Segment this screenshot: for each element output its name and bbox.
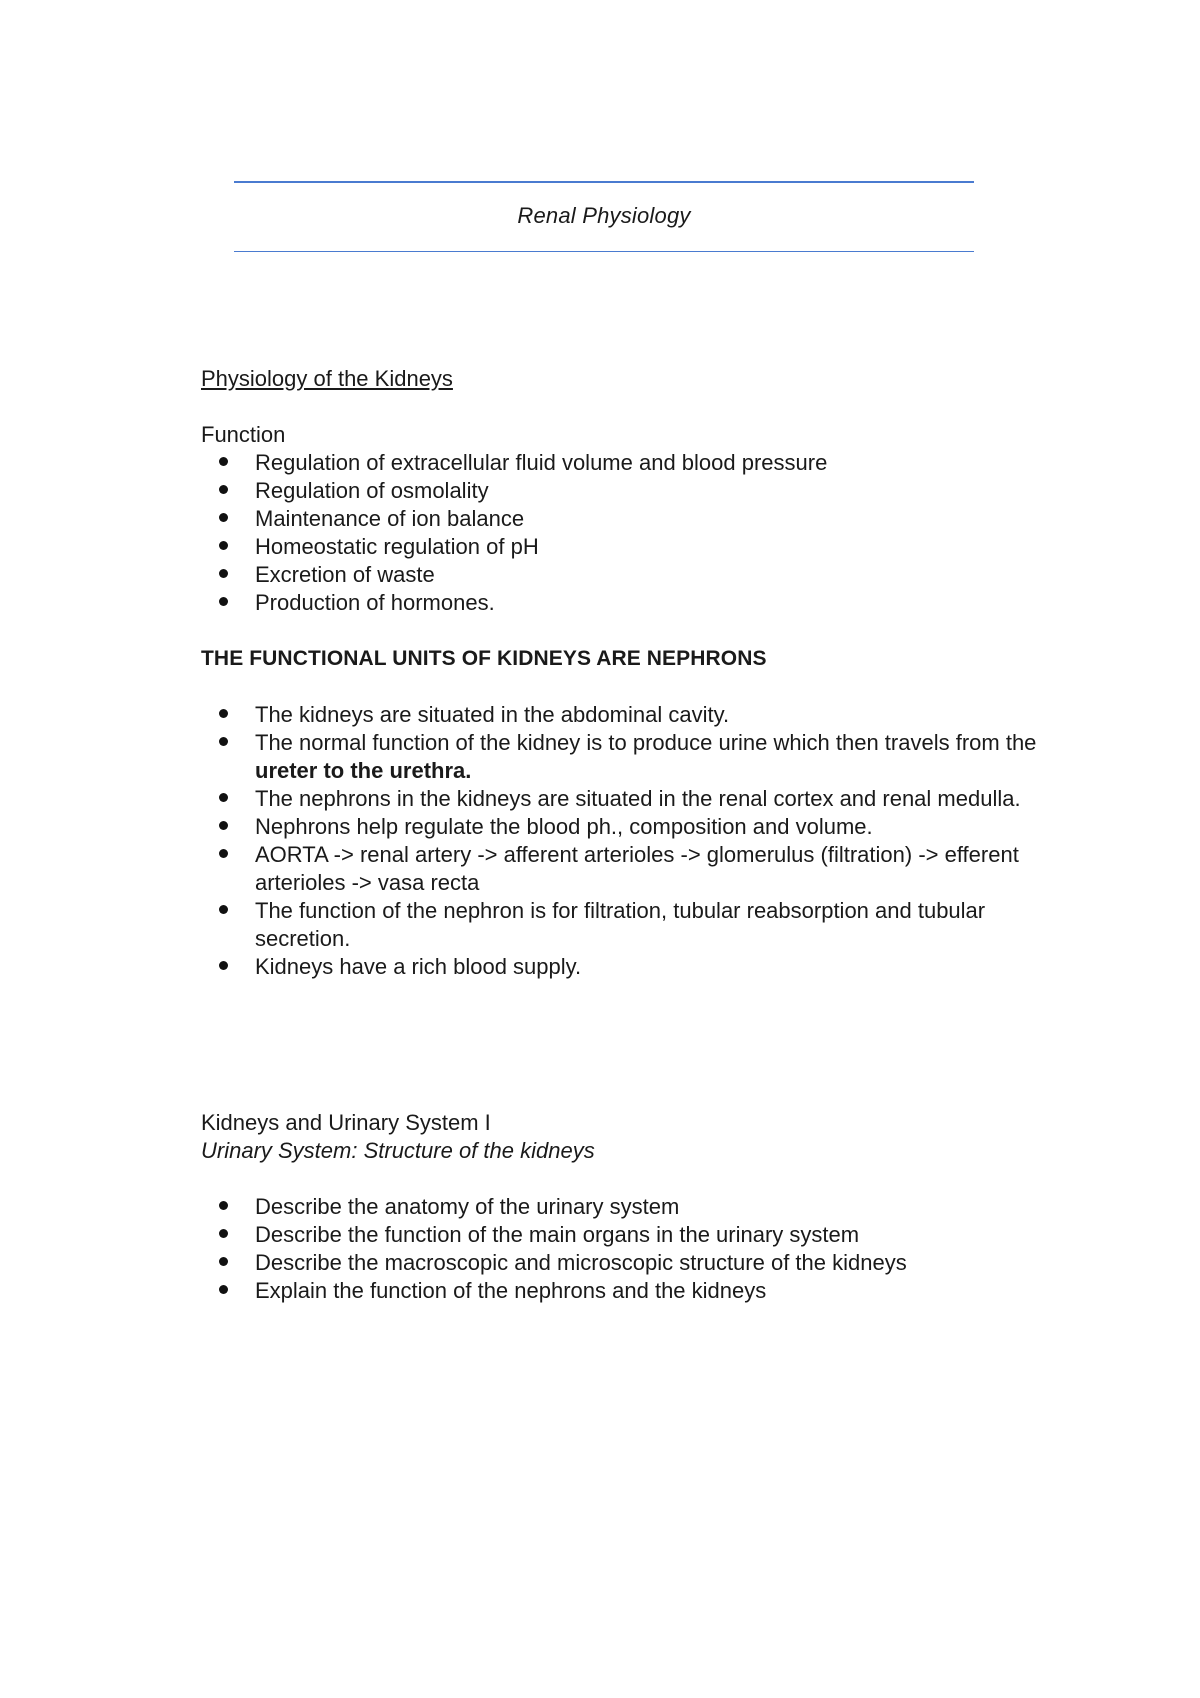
- list-item-text: Regulation of osmolality: [255, 478, 489, 503]
- header-top-rule: [234, 181, 974, 183]
- bullet-icon: [219, 737, 228, 746]
- header-title: Renal Physiology: [517, 203, 691, 228]
- bullet-icon: [219, 1201, 228, 1210]
- list-item: [201, 505, 1081, 533]
- objectives-list: [201, 1193, 1081, 1305]
- list-item-bold-text: ureter to the urethra.: [255, 758, 472, 783]
- list-item-text: The function of the nephron is for filtration, tubular reabsorption and tubular secretion.: [255, 898, 986, 951]
- list-item: [201, 841, 1081, 897]
- list-item-text: AORTA -> renal artery -> afferent arterioles -> glomerulus (filtration) -> efferent arterioles -> vasa recta: [255, 842, 1019, 895]
- list-item-text: Describe the function of the main organs in the urinary system: [255, 1222, 860, 1247]
- bullet-icon: [219, 821, 228, 830]
- section-title-physiology: Physiology of the Kidneys: [201, 366, 453, 391]
- bullet-icon: [219, 849, 228, 858]
- list-item: [201, 533, 1081, 561]
- bullet-icon: [219, 1229, 228, 1238]
- list-item-text: Maintenance of ion balance: [255, 506, 525, 531]
- bullet-icon: [219, 541, 228, 550]
- blank-underlined-line: [201, 393, 1081, 421]
- header-bottom-rule: [234, 251, 974, 252]
- list-item: [201, 1221, 1081, 1249]
- list-item: [201, 1277, 1081, 1305]
- bullet-icon: [219, 597, 228, 606]
- bullet-icon: [219, 457, 228, 466]
- bullet-icon: [219, 793, 228, 802]
- list-item-text: Homeostatic regulation of pH: [255, 534, 539, 559]
- spacer: [201, 1165, 1081, 1193]
- nephron-facts-list: [201, 701, 1081, 981]
- list-item: [201, 589, 1081, 617]
- section-subtitle: Urinary System: Structure of the kidneys: [201, 1138, 595, 1163]
- list-item: [201, 561, 1081, 589]
- list-item: [201, 729, 1081, 785]
- list-item-text: Excretion of waste: [255, 562, 435, 587]
- list-item-text: Explain the function of the nephrons and the kidneys: [255, 1278, 767, 1303]
- nephrons-heading: THE FUNCTIONAL UNITS OF KIDNEYS ARE NEPHRONS: [201, 647, 767, 670]
- list-item: [201, 785, 1081, 813]
- list-item: [201, 701, 1081, 729]
- bullet-icon: [219, 569, 228, 578]
- list-item-text: Nephrons help regulate the blood ph., composition and volume.: [255, 814, 873, 839]
- section-title-kidneys-urinary: Kidneys and Urinary System I: [201, 1110, 491, 1135]
- list-item: [201, 449, 1081, 477]
- bullet-icon: [219, 1285, 228, 1294]
- bullet-icon: [219, 485, 228, 494]
- bullet-icon: [219, 961, 228, 970]
- list-item-text: Regulation of extracellular fluid volume and blood pressure: [255, 450, 828, 475]
- bullet-icon: [219, 709, 228, 718]
- list-item-text: Describe the anatomy of the urinary system: [255, 1194, 680, 1219]
- list-item: [201, 897, 1081, 953]
- spacer: [201, 981, 1081, 1109]
- function-list: [201, 449, 1081, 617]
- list-item: [201, 1249, 1081, 1277]
- list-item-text: The kidneys are situated in the abdominal cavity.: [255, 702, 730, 727]
- list-item: [201, 953, 1081, 981]
- bullet-icon: [219, 513, 228, 522]
- list-item-text: Production of hormones.: [255, 590, 495, 615]
- list-item: [201, 1193, 1081, 1221]
- bullet-icon: [219, 1257, 228, 1266]
- list-item-text: The nephrons in the kidneys are situated in the renal cortex and renal medulla.: [255, 786, 1021, 811]
- list-item-text: Describe the macroscopic and microscopic structure of the kidneys: [255, 1250, 907, 1275]
- list-item: [201, 813, 1081, 841]
- list-item-text: The normal function of the kidney is to produce urine which then travels from the: [255, 730, 1037, 755]
- function-label: Function: [201, 422, 286, 447]
- bullet-icon: [219, 905, 228, 914]
- document-body: [201, 365, 1081, 1305]
- list-item: [201, 477, 1081, 505]
- list-item-text: Kidneys have a rich blood supply.: [255, 954, 582, 979]
